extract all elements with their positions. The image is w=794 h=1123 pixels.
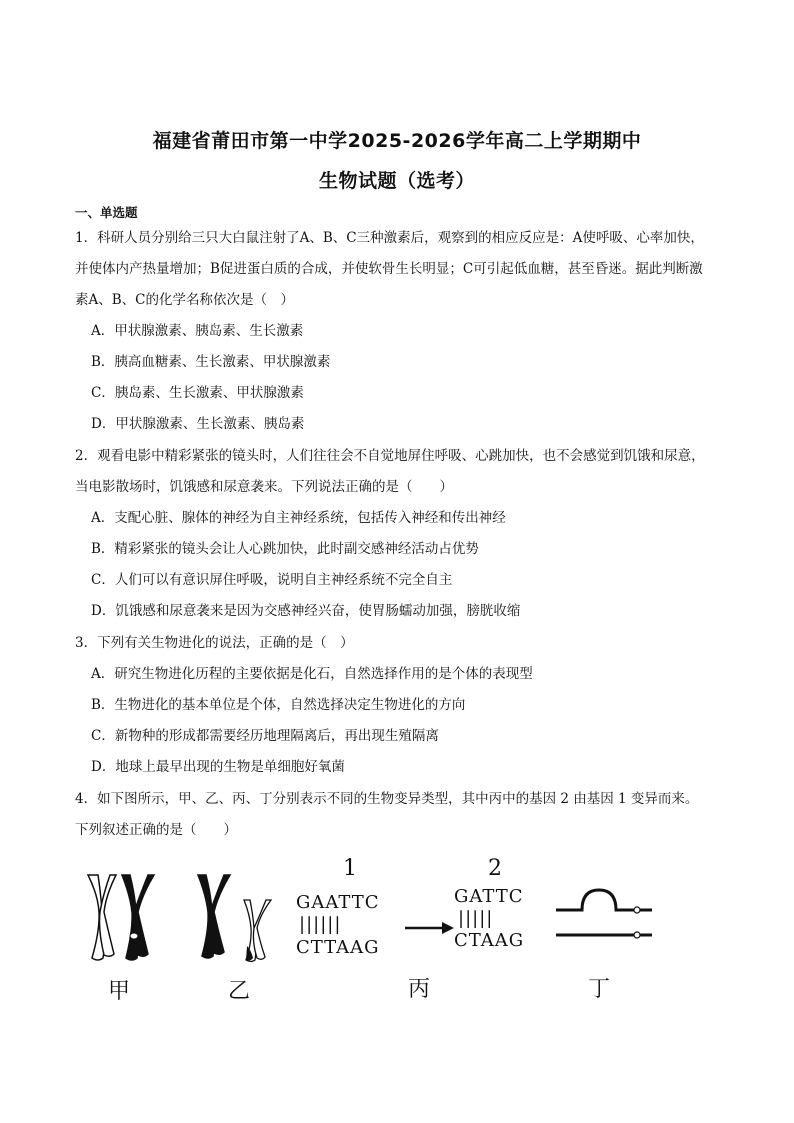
question-2-line-2: 当电影散场时，饥饿感和尿意袭来。下列说法正确的是（ ） — [75, 479, 453, 495]
question-1-line-3: 素A、B、C的化学名称依次是（ ） — [75, 292, 294, 308]
label-yi: 乙 — [228, 979, 251, 1004]
label-jia: 甲 — [108, 979, 131, 1004]
question-1-option-a: A．甲状腺激素、胰岛素、生长激素 — [91, 323, 304, 339]
question-3-stem: 3．下列有关生物进化的说法，正确的是（ ） — [75, 635, 354, 651]
gene-1-bonds: |||||| — [299, 914, 342, 935]
chromosome-loop-diagram — [556, 890, 652, 938]
question-1-option-b: B．胰高血糖素、生长激素、甲状腺激素 — [91, 354, 331, 370]
question-4-line-2: 下列叙述正确的是（ ） — [75, 822, 237, 838]
question-2-option-d: D．饥饿感和尿意袭来是因为交感神经兴奋，使胃肠蠕动加强，膀胱收缩 — [91, 603, 521, 619]
question-1-option-d: D．甲状腺激素、生长激素、胰岛素 — [91, 416, 305, 432]
question-2-option-c: C．人们可以有意识屏住呼吸，说明自主神经系统不完全自主 — [91, 572, 453, 588]
gene-1-bottom-strand: CTTAAG — [296, 937, 380, 958]
question-3-option-c: C．新物种的形成都需要经历地理隔离后，再出现生殖隔离 — [91, 728, 439, 744]
exam-title: 福建省莆田市第一中学2025-2026学年高二上学期期中 — [152, 130, 642, 152]
arrow-icon — [405, 922, 454, 934]
gene-mutation-diagram — [296, 856, 524, 958]
exam-subtitle: 生物试题（选考） — [318, 170, 475, 192]
question-3-option-d: D．地球上最早出现的生物是单细胞好氧菌 — [91, 759, 345, 775]
chromosome-pair-yi — [198, 875, 271, 962]
gene-2-top-strand: GATTC — [454, 886, 524, 907]
mutation-figure — [70, 850, 690, 1010]
gene-2-bonds: ||||| — [458, 908, 494, 929]
question-3-option-a: A．研究生物进化历程的主要依据是化石，自然选择作用的是个体的表现型 — [91, 666, 533, 682]
question-2-line-1: 2．观看电影中精彩紧张的镜头时，人们往往会不自觉地屏住呼吸、心跳加快，也不会感觉到饥饿和尿意， — [75, 448, 705, 464]
question-2-option-b: B．精彩紧张的镜头会让人心跳加快，此时副交感神经活动占优势 — [91, 541, 479, 557]
section-heading: 一、单选题 — [75, 205, 138, 220]
gene-1-top-strand: GAATTC — [296, 892, 380, 913]
question-3-option-b: B．生物进化的基本单位是个体，自然选择决定生物进化的方向 — [91, 697, 466, 713]
question-1-line-1: 1．科研人员分别给三只大白鼠注射了A、B、C三种激素后，观察到的相应反应是：A使呼吸、心率加快， — [75, 230, 704, 246]
question-2-option-a: A．支配心脏、腺体的神经为自主神经系统，包括传入神经和传出神经 — [91, 510, 506, 526]
gene-2-bottom-strand: CTAAG — [454, 930, 525, 951]
label-bing: 丙 — [408, 977, 431, 1002]
question-4-line-1: 4．如下图所示，甲、乙、丙、丁分别表示不同的生物变异类型，其中丙中的基因 2 由基因 1 变异而来。 — [75, 791, 699, 807]
chromosome-pair-jia — [88, 875, 154, 960]
question-1-line-2: 并使体内产热量增加；B促进蛋白质的合成，并使软骨生长明显；C可引起低血糖，甚至昏迷。据此判断激 — [75, 261, 703, 277]
gene-1-number: 1 — [343, 856, 357, 881]
label-ding: 丁 — [588, 977, 611, 1002]
gene-2-number: 2 — [488, 856, 502, 881]
question-1-option-c: C．胰岛素、生长激素、甲状腺激素 — [91, 385, 304, 401]
